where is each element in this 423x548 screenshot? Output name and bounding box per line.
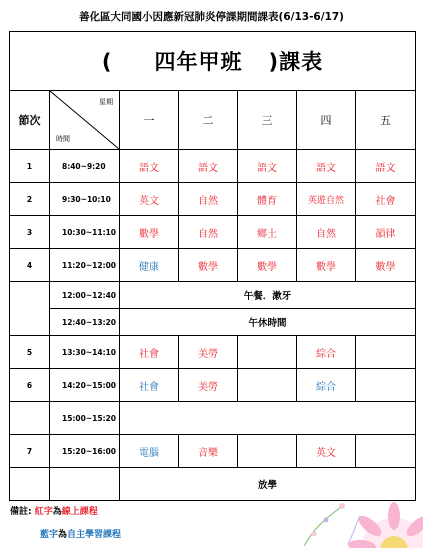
subject-cell: 數學: [120, 216, 179, 249]
class-title-close: )課表: [268, 50, 324, 74]
class-name: 四年甲班: [154, 50, 243, 74]
schedule-row: [10, 369, 416, 402]
subject-cell: 綜合: [297, 369, 356, 402]
break-row: [10, 402, 416, 435]
subject-cell: 美勞: [179, 336, 238, 369]
subject-cell: 韻律: [356, 216, 416, 249]
subject-cell: [356, 435, 416, 468]
day-header: 三: [238, 91, 297, 150]
note-blue-word: 藍字: [40, 530, 59, 540]
break-time: 12:40~13:20: [50, 309, 120, 336]
day-header: 五: [356, 91, 416, 150]
schedule-row: [10, 150, 416, 183]
subject-cell: 英文: [297, 435, 356, 468]
subject-cell: 數學: [356, 249, 416, 282]
schedule-row: [10, 336, 416, 369]
subject-cell: 自然: [297, 216, 356, 249]
note-mid: 為: [52, 507, 62, 517]
subject-cell: [238, 369, 297, 402]
schedule-row: [10, 435, 416, 468]
period-number: 3: [10, 216, 50, 249]
break-row: [10, 309, 416, 336]
subject-cell: 語文: [297, 150, 356, 183]
day-header: 一: [120, 91, 179, 150]
note-mid: 為: [58, 530, 68, 540]
schedule-row: [10, 216, 416, 249]
period-time: 9:30~10:10: [50, 183, 120, 216]
subject-cell: 體育: [238, 183, 297, 216]
period-time: 15:20~16:00: [50, 435, 120, 468]
subject-cell: 英遊自然: [297, 183, 356, 216]
subject-cell: 健康: [120, 249, 179, 282]
break-time: 15:00~15:20: [50, 402, 120, 435]
subject-cell: 自然: [179, 216, 238, 249]
note-self-study: 自主學習課程: [67, 530, 122, 540]
break-label: 午餐．漱牙: [120, 282, 416, 309]
period-number: 4: [10, 249, 50, 282]
dismissal-time-cell: [50, 468, 120, 501]
period-number: 5: [10, 336, 50, 369]
subject-cell: 英文: [120, 183, 179, 216]
break-label: 午休時間: [120, 309, 416, 336]
schedule-row: [10, 183, 416, 216]
day-header: 二: [179, 91, 238, 150]
note-online: 線上課程: [61, 507, 98, 517]
class-title-open: (: [101, 50, 113, 74]
page-title: 善化區大同國小因應新冠肺炎停課期間課表(6/13-6/17): [79, 11, 344, 23]
subject-cell: 語文: [356, 150, 416, 183]
subject-cell: 語文: [179, 150, 238, 183]
period-number: 6: [10, 369, 50, 402]
diagonal-header: [50, 91, 120, 150]
subject-cell: 數學: [179, 249, 238, 282]
period-time: 11:20~12:00: [50, 249, 120, 282]
note-red-word: 紅字: [34, 507, 53, 517]
subject-cell: 語文: [238, 150, 297, 183]
subject-cell: 音樂: [179, 435, 238, 468]
period-number: 2: [10, 183, 50, 216]
dismissal-label: 放學: [120, 468, 416, 501]
break-period-cell: [10, 402, 50, 435]
period-time: 14:20~15:00: [50, 369, 120, 402]
break-label: [120, 402, 416, 435]
subject-cell: 數學: [297, 249, 356, 282]
subject-cell: [238, 336, 297, 369]
period-time: 10:30~11:10: [50, 216, 120, 249]
subject-cell: 自然: [179, 183, 238, 216]
note-prefix: 備註:: [10, 507, 32, 517]
subject-cell: 社會: [356, 183, 416, 216]
subject-cell: 美勞: [179, 369, 238, 402]
subject-cell: [356, 336, 416, 369]
schedule-table: [9, 31, 416, 501]
period-time: 13:30~14:10: [50, 336, 120, 369]
dismissal-period-cell: [10, 468, 50, 501]
flower-icon: [296, 494, 423, 548]
period-number: 1: [10, 150, 50, 183]
subject-cell: 社會: [120, 369, 179, 402]
day-header: 四: [297, 91, 356, 150]
break-row: [10, 282, 416, 309]
subject-cell: 綜合: [297, 336, 356, 369]
class-title: [10, 32, 416, 91]
day-label: 星期: [99, 98, 113, 106]
note-line-1: [10, 504, 98, 517]
time-label: 時間: [56, 135, 70, 143]
note-line-2: [40, 527, 121, 540]
period-time: 8:40~9:20: [50, 150, 120, 183]
break-time: 12:00~12:40: [50, 282, 120, 309]
subject-cell: 數學: [238, 249, 297, 282]
schedule-row: [10, 249, 416, 282]
subject-cell: 語文: [120, 150, 179, 183]
subject-cell: 鄉土: [238, 216, 297, 249]
subject-cell: 電腦: [120, 435, 179, 468]
subject-cell: [356, 369, 416, 402]
subject-cell: [238, 435, 297, 468]
subject-cell: 社會: [120, 336, 179, 369]
break-period-cell: [10, 282, 50, 336]
period-header: 節次: [10, 91, 50, 150]
period-number: 7: [10, 435, 50, 468]
